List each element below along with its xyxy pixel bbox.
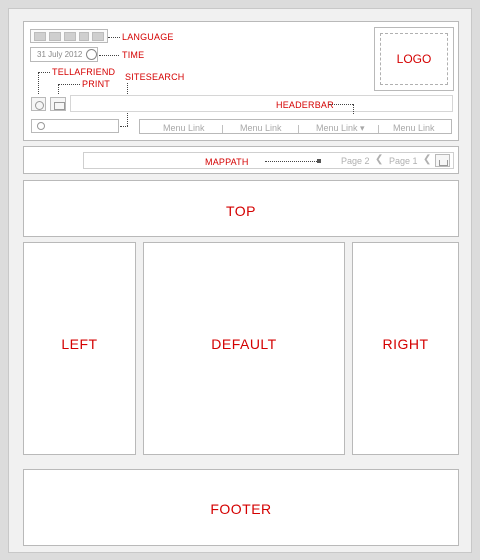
people-icon [35, 101, 44, 110]
search-input[interactable] [31, 119, 119, 133]
flag-icon[interactable] [34, 32, 46, 41]
breadcrumb-chevron-icon: ❮ [423, 154, 432, 165]
mappath-label: MAPPATH [205, 157, 249, 167]
default-region [143, 242, 345, 455]
top-region [23, 180, 459, 237]
left-label: LEFT [61, 336, 98, 352]
path-dot [317, 159, 321, 163]
logo-label: LOGO [396, 52, 432, 66]
sitesearch-label: SITESEARCH [125, 72, 185, 82]
flag-icon[interactable] [92, 32, 104, 41]
menu-link-1[interactable]: Menu Link [163, 123, 205, 133]
right-region [352, 242, 459, 455]
top-label: TOP [225, 203, 257, 219]
menu-link-3[interactable]: Menu Link ▾ [316, 123, 365, 133]
breadcrumb-page-1[interactable]: Page 1 [389, 156, 418, 166]
flag-icon[interactable] [64, 32, 76, 41]
tellafriend-button[interactable] [31, 97, 46, 111]
flag-icon[interactable] [79, 32, 89, 41]
footer-region [23, 469, 459, 546]
footer-label: FOOTER [210, 501, 272, 517]
home-icon[interactable] [435, 154, 450, 167]
breadcrumb-page-2[interactable]: Page 2 [341, 156, 370, 166]
default-label: DEFAULT [211, 336, 277, 352]
date-text: 31 July 2012 [37, 50, 83, 59]
menu-divider [222, 125, 223, 133]
print-button[interactable] [50, 97, 66, 111]
right-label: RIGHT [382, 336, 429, 352]
main-menu [139, 119, 452, 134]
language-selector[interactable] [30, 29, 108, 43]
menu-divider [378, 125, 379, 133]
menu-link-4[interactable]: Menu Link [393, 123, 435, 133]
print-label: PRINT [82, 79, 110, 89]
menu-divider [298, 125, 299, 133]
tellafriend-label: TELLAFRIEND [52, 67, 116, 77]
breadcrumb-chevron-icon: ❮ [375, 154, 384, 165]
left-region [23, 242, 136, 455]
time-label: TIME [122, 50, 145, 60]
menu-link-2[interactable]: Menu Link [240, 123, 282, 133]
search-icon [37, 122, 45, 130]
language-label: LANGUAGE [122, 32, 174, 42]
flag-icon[interactable] [49, 32, 61, 41]
headerbar-label: HEADERBAR [276, 100, 334, 110]
logo-box [374, 27, 454, 91]
headerbar [70, 95, 453, 112]
printer-icon [54, 102, 65, 110]
clock-icon [86, 49, 97, 60]
